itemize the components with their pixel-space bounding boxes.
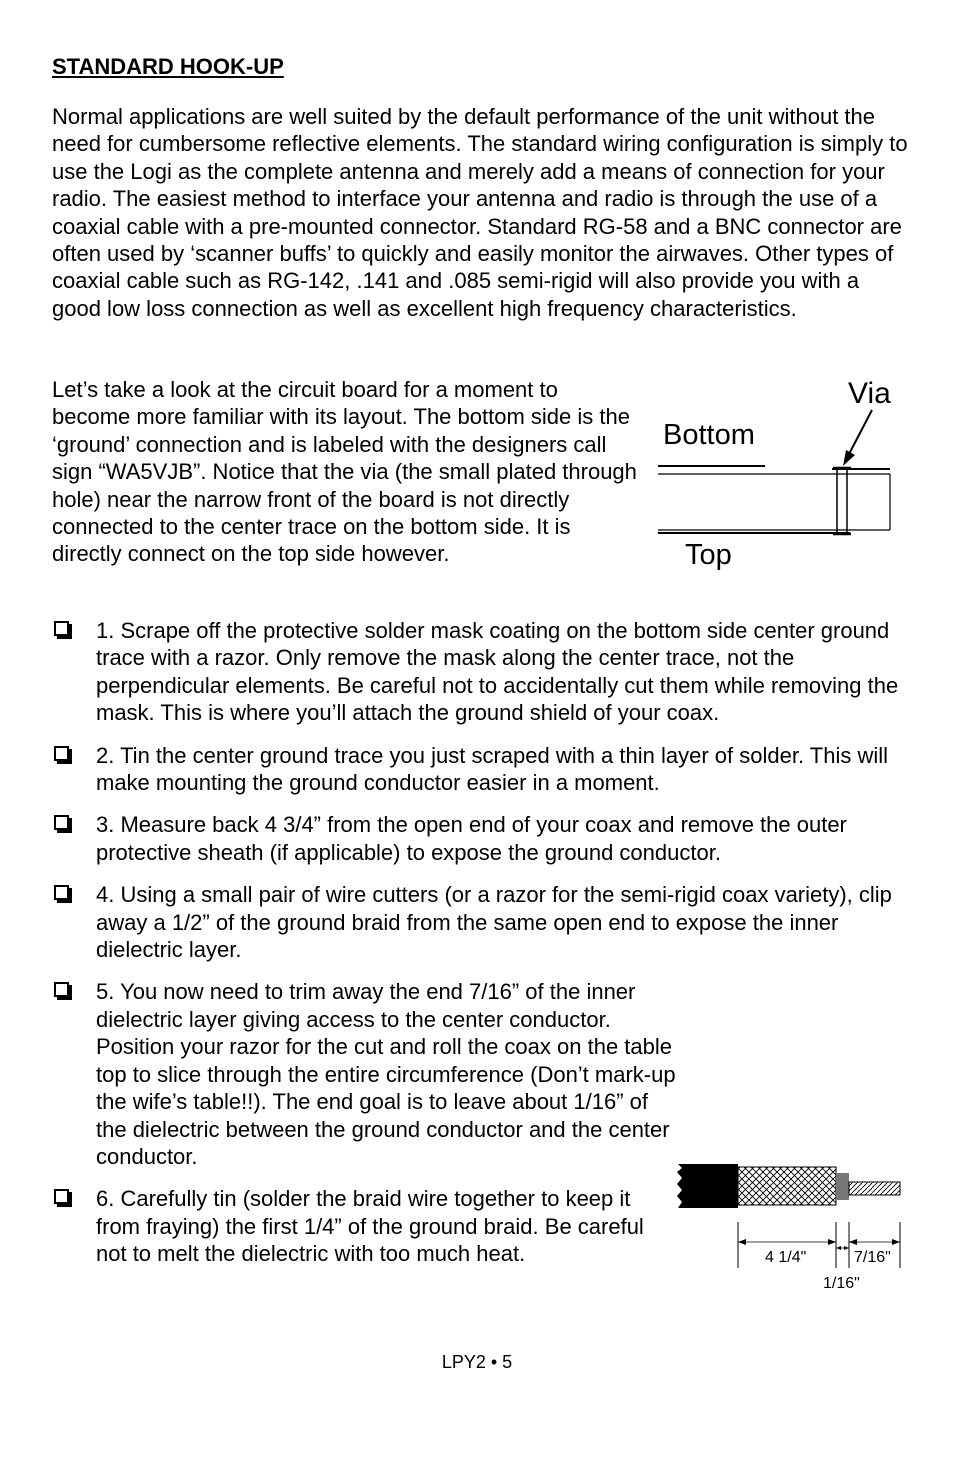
via-arrow-head bbox=[843, 450, 855, 466]
arrow-icon bbox=[738, 1239, 746, 1245]
bottom-label: Bottom bbox=[663, 419, 755, 451]
coax-diagram bbox=[672, 1158, 908, 1296]
via-label: Via bbox=[848, 377, 891, 410]
arrow-icon bbox=[828, 1239, 836, 1245]
page-footer: LPY2 • 5 bbox=[441, 1352, 513, 1372]
circuit-board-paragraph: Let’s take a look at the circuit board for a moment to become more familiar with its layout. The bottom side is the ‘ground’ connection and is labeled with the designers call sign “WA5VJB”. Notice that the via (the small plated through hole) near the narrow front of the board is not directly connected to the center trace on the bottom side. It is directly connect on the top side however. bbox=[52, 377, 637, 567]
dim-label-braid: 4 1/4" bbox=[765, 1249, 807, 1266]
checkbox-icon[interactable] bbox=[54, 982, 69, 997]
step-text: 2. Tin the center ground trace you just scraped with a thin layer of solder. This will make mounting the ground conductor easier in a moment. bbox=[96, 742, 888, 796]
checkbox-icon[interactable] bbox=[54, 621, 69, 636]
arrow-icon bbox=[844, 1246, 849, 1250]
dim-label-center: 7/16" bbox=[854, 1249, 891, 1266]
checkbox-icon[interactable] bbox=[54, 1189, 69, 1204]
board-side-diagram bbox=[650, 368, 910, 580]
dim-label-dielectric: 1/16" bbox=[823, 1275, 860, 1292]
via-hole bbox=[837, 468, 847, 534]
via-arrow-line bbox=[848, 410, 872, 456]
step-item bbox=[52, 881, 902, 963]
step-item bbox=[52, 811, 902, 866]
step-item bbox=[52, 617, 902, 727]
checkbox-icon[interactable] bbox=[54, 885, 69, 900]
coax-sheath bbox=[677, 1164, 738, 1208]
step-text: 6. Carefully tin (solder the braid wire together to keep it from fraying) the first 1/4” of the ground braid. Be careful not to melt the dielectric with too much heat. bbox=[96, 1186, 644, 1267]
checkbox-icon[interactable] bbox=[54, 815, 69, 830]
step-text: 1. Scrape off the protective solder mask coating on the bottom side center ground trace with a razor. Only remove the mask along the center trace, not the perpendicular elements. Be careful not to accidentally cut them while removing the mask. This is where you’ll attach the ground shield of your coax. bbox=[96, 618, 899, 726]
step-item bbox=[52, 742, 902, 797]
intro-paragraph: Normal applications are well suited by the default performance of the unit without the need for cumbersome reflective elements. The standard wiring configuration is simply to use the Logi as the complete antenna and merely add a means of connection for your radio. The easiest method to interface your antenna and radio is through the use of a coaxial cable with a pre-mounted connector. Standard RG-58 and a BNC connector are often used by ‘scanner buffs’ to quickly and easily monitor the airwaves. Other types of coaxial cable such as RG-142, .141 and .085 semi-rigid will also provide you with a good low loss connection as well as excellent high frequency characteristics. bbox=[52, 104, 908, 321]
step-text: 4. Using a small pair of wire cutters (or a razor for the semi-rigid coax variety), clip away a 1/2” of the ground braid from the same open end to expose the inner dielectric layer. bbox=[96, 882, 892, 963]
coax-dielectric bbox=[836, 1173, 849, 1200]
arrow-icon bbox=[836, 1246, 841, 1250]
step-item bbox=[52, 978, 902, 1170]
step-text: 3. Measure back 4 3/4” from the open end of your coax and remove the outer protective sheath (if applicable) to expose the ground conductor. bbox=[96, 812, 847, 865]
coax-braid bbox=[738, 1167, 836, 1205]
arrow-icon bbox=[892, 1239, 900, 1245]
step-text: 5. You now need to trim away the end 7/16” of the inner dielectric layer giving access to the center conductor. Position your razor for the cut and roll the coax on the table top to slice through the entire circumference (Don’t mark-up the wife’s table!!). The end goal is to leave about 1/16” of the dielectric between the ground conductor and the center conductor. bbox=[96, 979, 676, 1169]
top-label: Top bbox=[685, 539, 732, 571]
arrow-icon bbox=[849, 1239, 857, 1245]
coax-center-conductor bbox=[849, 1182, 900, 1195]
checkbox-icon[interactable] bbox=[54, 746, 69, 761]
page-heading: STANDARD HOOK-UP bbox=[52, 54, 284, 79]
